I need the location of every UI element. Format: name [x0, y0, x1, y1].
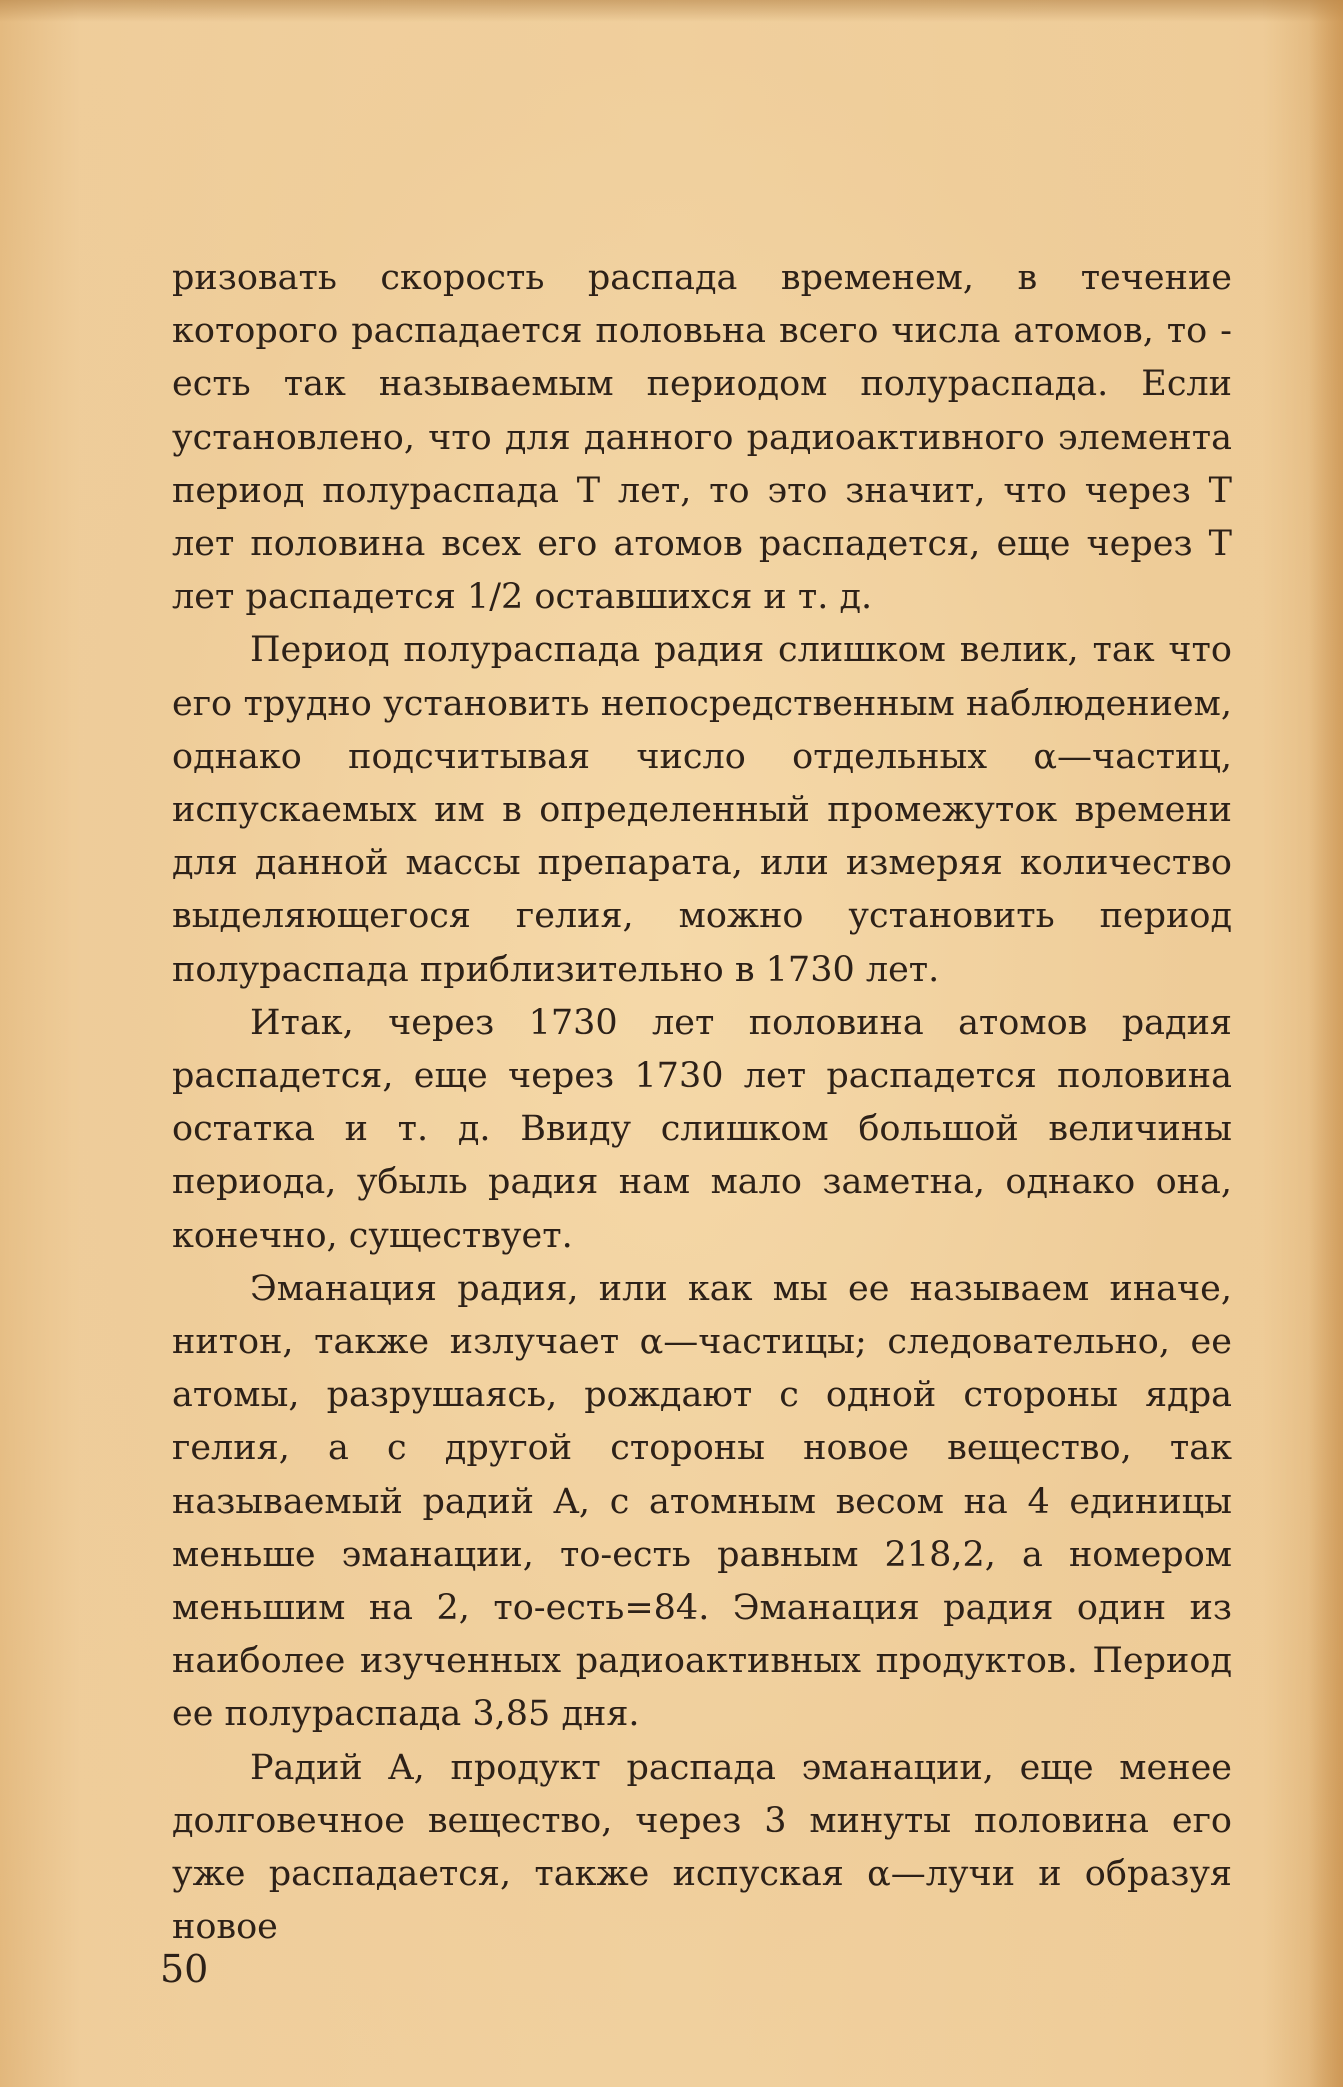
body-text — [172, 252, 1232, 1955]
paragraph-radium-decay: Итак, через 1730 лет половина атомов радия распадется, еще через 1730 лет распадется половина остатка и т. д. Ввиду слишком большой величины периода, убыль радия нам мало заметна, однако она, конечно, существует. — [172, 1002, 1232, 1256]
page-top-shadow — [0, 0, 1343, 22]
paragraph-emanation: Эманация радия, или как мы ее называем иначе, нитон, также излучает α—частицы; следовательно, ее атомы, разрушаясь, рождают с одной стороны ядра гелия, а с другой стороны новое вещество, так называемый радий A, с атомным весом на 4 единицы меньше эманации, то-есть равным 218,2, а номером меньшим на 2, то-есть=84. Эманация радия один из наиболее изученных радиоактивных продуктов. Период ее полураспада 3,85 дня. — [172, 1268, 1232, 1735]
paragraph-radium-a: Радий A, продукт распада эманации, еще менее долговечное вещество, через 3 минуты половина его уже распадается, также испуская α—лучи и образуя новое — [172, 1747, 1232, 1948]
paragraph-half-life-radium: Период полураспада радия слишком велик, так что его трудно установить непосредственным наблюдением, однако подсчитывая число отдельных α—частиц, испускаемых им в определенный промежуток времени для данной массы препарата, или измеряя количество выделяющегося гелия, можно установить период полураспада приблизительно в 1730 лет. — [172, 630, 1232, 990]
page-number: 50 — [160, 1947, 209, 1991]
paragraph-continuation: ризовать скорость распада временем, в течение которого распадается половьна всего числа атомов, то - есть так называемым периодом полураспада. Если установлено, что для данного радиоактивного элемента период полураспада T лет, то это значит, что через T лет половина всех его атомов распадется, еще через T лет распадется 1/2 оставшихся и т. д. — [172, 258, 1232, 618]
page-edge-shadow — [1309, 0, 1343, 2087]
